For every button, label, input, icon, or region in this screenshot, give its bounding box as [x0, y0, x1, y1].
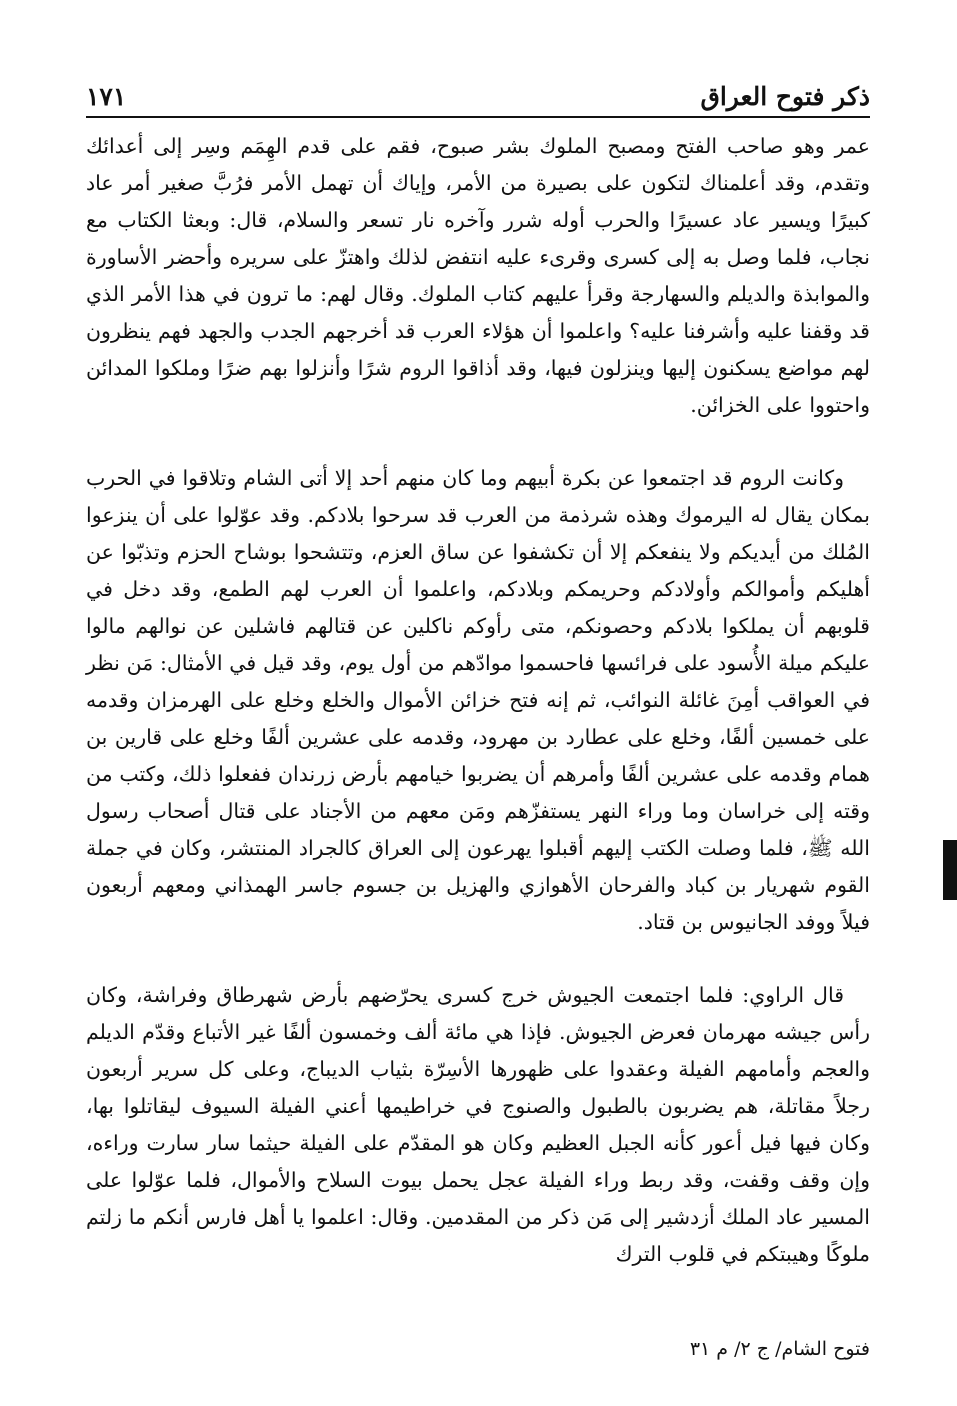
running-title: ذكر فتوح العراق [700, 82, 870, 111]
paragraph-1: عمر وهو صاحب الفتح ومصبح الملوك بشر صبوح، فقم على قدم الهِمَم وسِر إلى أعدائك وتقدم، وقد أعلمناك لتكون على بصيرة من الأمر، وإياك أن تهمل الأمر فرُبَّ صغير أمر عاد كبيرًا ويسير عاد عسيرًا والحرب أوله شرر وآخره نار تسعر والسلام، قال: وبعثا الكتاب مع نجاب، فلما وصل به إلى كسرى وقرىء عليه انتفض لذلك واهتزّ على سريره وأحضر الأساورة والموابذة والديلم والسهارجة وقرأ عليهم كتاب الملوك. وقال لهم: ما ترون في هذا الأمر الذي قد وقفنا عليه وأشرفنا عليه؟ واعلموا أن هؤلاء العرب قد أخرجهم الجدب والجهد فهم ينظرون لهم مواضع يسكنون إليها وينزلون فيها، وقد أذاقوا الروم شرًا وأنزلوا بهم ضرًا وملكوا المدائن واحتووا على الخزائن. [86, 134, 870, 417]
body-text [86, 128, 870, 1273]
page-header [86, 78, 870, 118]
paragraph-2: وكانت الروم قد اجتمعوا عن بكرة أبيهم وما كان منهم أحد إلا أتى الشام وتلاقوا في الحرب بمكان يقال له اليرموك وهذه شرذمة من العرب قد سرحوا بلادكم. وقد عوّلوا على أن ينزعوا المُلك من أيديكم ولا ينفعكم إلا أن تكشفوا عن ساق العزم، وتتشحوا بوشاح الحزم وتذبّوا عن أهليكم وأموالكم وأولادكم وحريمكم وبلادكم، واعلموا أن العرب لهم الطمع، وقد دخل في قلوبهم أن يملكوا بلادكم وحصونكم، متى رأوكم ناكلين عن قتالهم فاشلين عن نوالهم مالوا عليكم ميلة الأُسود على فرائسها فاحسموا موادّهم من أول يوم، وقد قيل في الأمثال: مَن نظر في العواقب أمِنَ غائلة النوائب، ثم إنه فتح خزائن الأموال والخلع وخلع على الهرمزان وقدمه على خمسين ألفًا، وخلع على عطارد بن مهرود، وقدمه على عشرين ألفًا وخلع على قارين بن همام وقدمه على عشرين ألفًا وأمرهم أن يضربوا خيامهم بأرض زرندان ففعلوا ذلك، وكتب من وقته إلى خراسان وما وراء النهر يستفزّهم ومَن معهم من الأجناد على قتال أصحاب رسول الله ﷺ، فلما وصلت الكتب إليهم أقبلوا يهرعون إلى العراق كالجراد المنتشر، وكان في جملة القوم شهريار بن كباد والفرحان الأهوازي والهزيل بن جسوم جاسر الهمذاني ومعهم أربعون فيلاً ووفد الجانيوس بن قتاد. [86, 466, 870, 934]
footer-reference: فتوح الشام/ ج ٢/ م ٣١ [689, 1338, 870, 1360]
page-number: ١٧١ [86, 82, 127, 111]
paragraph-3: قال الراوي: فلما اجتمعت الجيوش خرج كسرى يحرّضهم بأرض شهرطاق وفراشة، وكان رأس جيشه مهرمان فعرض الجيوش. فإذا هي مائة ألف وخمسون ألفًا غير الأتباع وقدّم الديلم والعجم وأمامهم الفيلة وعقدوا على ظهورها الأسِرّة بثياب الديباج، وعلى كل سرير أربعون رجلاً مقاتلة، هم يضربون بالطبول والصنوج في خراطيمها أعني الفيلة السيوف ليقاتلوا بها، وكان فيها فيل أعور كأنه الجبل العظيم وكان هو المقدّم على الفيلة حيثما سار سارت وراءه، وإن وقف وقفت، وقد ربط وراء الفيلة عجل يحمل بيوت السلاح والأموال، فلما عوّلوا على المسير عاد الملك أزدشير إلى مَن ذكر من المقدمين. وقال: اعلموا يا أهل فارس أنكم ما زلتم ملوكًا وهيبتكم في قلوب الترك [86, 983, 870, 1266]
thumb-index-mark [943, 840, 957, 900]
